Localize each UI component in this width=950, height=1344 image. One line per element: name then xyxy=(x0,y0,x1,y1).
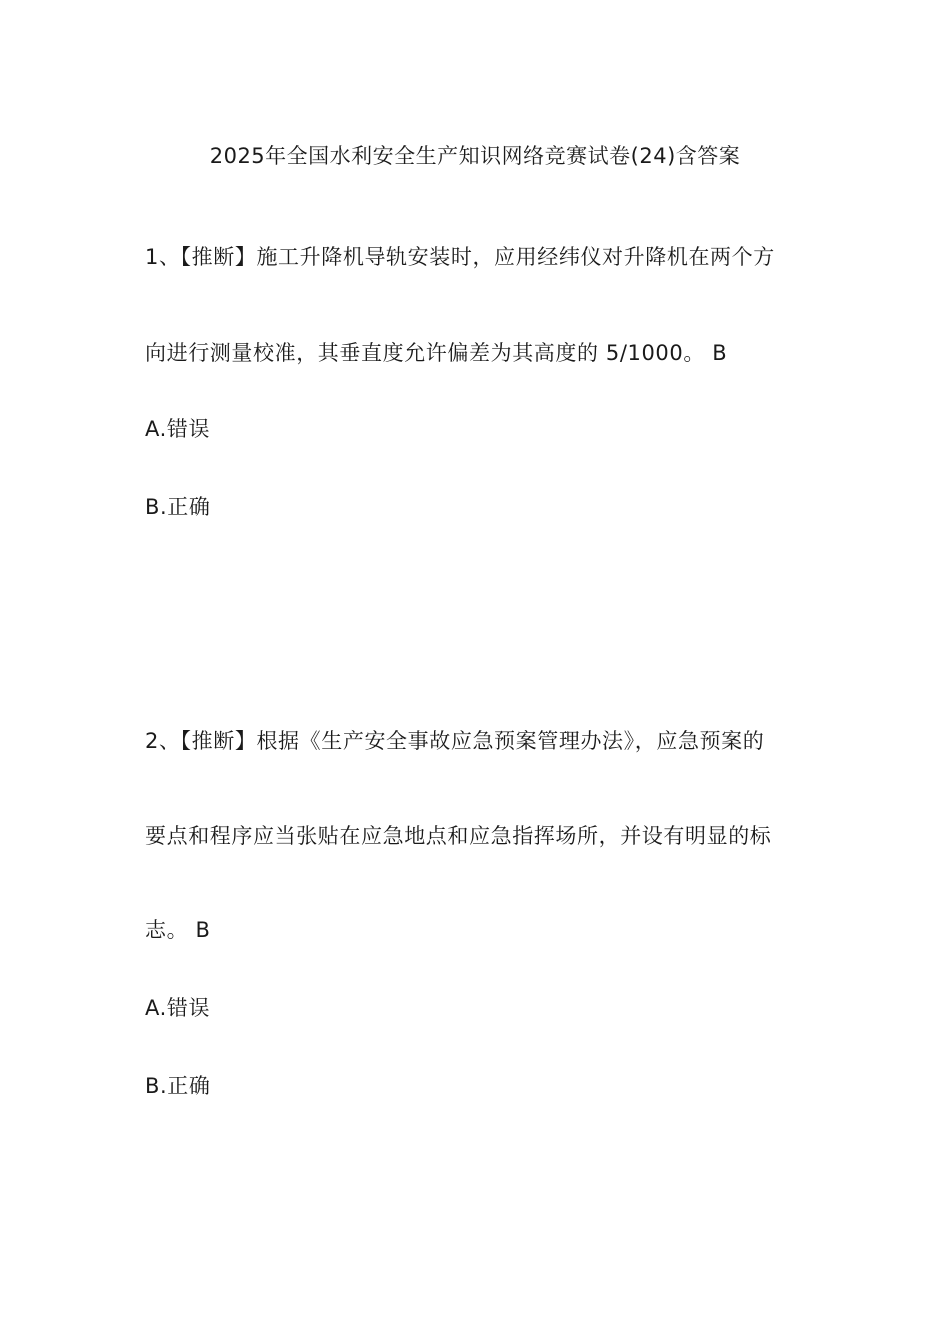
question-2-text-line-1: 2、【推断】根据《生产安全事故应急预案管理办法》，应急预案的 xyxy=(145,729,765,753)
document-title: 2025年全国水利安全生产知识网络竞赛试卷(24)含答案 xyxy=(209,144,741,168)
question-1-text-line-1: 1、【推断】施工升降机导轨安装时，应用经纬仪对升降机在两个方 xyxy=(145,245,775,269)
question-2-text-line-3: 志。 B xyxy=(145,918,211,942)
question-2-option-b: B.正确 xyxy=(145,1074,211,1098)
question-1-option-b: B.正确 xyxy=(145,495,211,519)
question-1-text-line-2: 向进行测量校准，其垂直度允许偏差为其高度的 5/1000。 B xyxy=(145,341,728,365)
question-2-text-line-2: 要点和程序应当张贴在应急地点和应急指挥场所，并设有明显的标 xyxy=(145,824,772,848)
question-1-option-a: A.错误 xyxy=(145,417,211,441)
question-2-option-a: A.错误 xyxy=(145,996,211,1020)
